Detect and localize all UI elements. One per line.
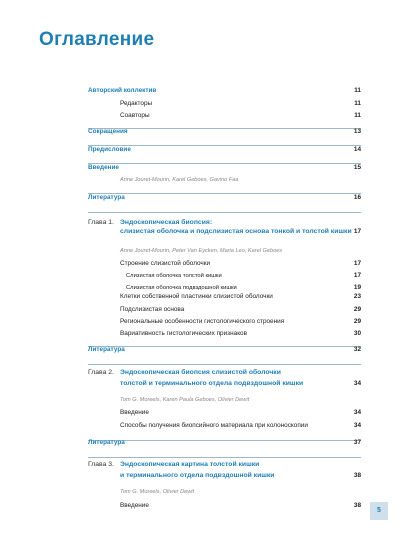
toc-entry-title: Anne Jouret-Mourin, Karel Geboes, Gavino Faa [120,177,239,183]
toc-entry-title: Сокращения [88,128,128,135]
toc-entry-page: 34 [353,380,361,387]
toc-entry-title: Соавторы [120,112,150,119]
toc-entry[interactable] [0,291,400,303]
page-number-badge: 5 [370,502,388,520]
toc-entry-page: 34 [353,409,361,416]
toc-entry-title: Слизистая оболочка толстой кишки [126,273,222,279]
toc-entry[interactable] [0,486,400,498]
toc-entry-title: Редакторы [120,100,153,107]
toc-entry-title: Предисловие [88,146,131,153]
chapter-label: Глава 3. [88,461,114,468]
toc-entry[interactable] [0,470,400,482]
toc-entry-page: 23 [353,293,361,300]
toc-entry-title: толстой и терминального отдела подвздошной кишки [120,380,304,387]
toc-entry[interactable] [0,110,400,122]
toc-entry-title: Способы получения биопсийного материала при колоноскопии [120,422,308,429]
toc-entry-title: Tom G. Moreels, Karen Paula Geboes, Olivier Dewit [120,397,250,403]
toc-entry[interactable] [0,378,400,390]
toc-entry-page: 38 [353,502,361,509]
toc-entry-page: 38 [353,472,361,479]
toc-entry-title: Tom G. Moreels, Olivier Dewit [120,489,195,495]
toc-entry[interactable] [0,144,400,156]
toc-entry-page: 15 [353,164,361,171]
toc-entry-title: Подслизистая основа [120,306,185,313]
toc-entry[interactable] [0,316,400,328]
toc-separator [88,364,361,365]
toc-entry[interactable] [0,98,400,110]
toc-entry-title: Эндоскопическая биопсия: [120,219,213,226]
toc-entry-title: Строение слизистой оболочки [120,260,211,267]
toc-entry-page: 34 [353,422,361,429]
toc-entry[interactable] [0,328,400,340]
chapter-label: Глава 2. [88,369,114,376]
toc-entry[interactable] [0,270,400,282]
toc-entry-page: 17 [353,228,361,235]
toc-entry-page: 16 [353,194,361,201]
toc-entry[interactable] [0,420,400,432]
toc-entry-page: 17 [353,272,361,279]
toc-entry-page: 11 [354,112,361,119]
toc-entry-title: Эндоскопическая биопсия слизистой оболочки [120,369,281,376]
toc-entry-page: 29 [353,306,361,313]
toc-entry[interactable] [0,245,400,257]
toc-entry[interactable] [0,162,400,174]
toc-entry-title: Литература [88,439,125,446]
toc-entry[interactable] [0,344,400,356]
toc-entry[interactable] [0,192,400,204]
toc-entry-page: 37 [353,439,361,446]
toc-entry-title: Эндоскопическая картина толстой кишки [120,461,260,468]
toc-separator [88,212,361,213]
toc-entry-title: Слизистая оболочка подвздошной кишки [126,285,237,291]
toc-entry[interactable] [0,258,400,270]
toc-separator [88,457,361,458]
toc-entry-title: Клетки собственной пластинки слизистой оболочки [120,293,273,300]
toc-entry-page: 29 [353,318,361,325]
toc-entry-title: Введение [120,409,149,416]
toc-entry-title: и терминального отдела подвздошной кишки [120,472,275,479]
toc-entry[interactable] [0,394,400,406]
toc-entry[interactable] [0,226,400,238]
toc-entry-page: 11 [354,100,361,107]
page-title: Оглавление [39,29,155,50]
toc-entry-title: Введение [120,502,149,509]
toc-entry[interactable] [0,437,400,449]
toc-entry[interactable] [0,500,400,512]
toc-entry[interactable] [0,126,400,138]
toc-entry-title: Авторский коллектив [88,87,157,94]
toc-entry-page: 19 [353,284,361,291]
toc-entry-page: 11 [354,87,361,94]
toc-entry[interactable] [0,304,400,316]
toc-entry-page: 17 [353,260,361,267]
toc-entry-page: 32 [353,346,361,353]
toc-entry-page: 13 [353,128,361,135]
toc-entry-title: Литература [88,194,125,201]
toc-entry-title: Введение [88,164,119,171]
toc-entry-title: Региональные особенности гистологического строения [120,318,285,325]
toc-entry[interactable] [0,407,400,419]
toc-entry[interactable] [0,85,400,97]
toc-entry-title: Anne Jouret-Mourin, Peter Van Eycken, Maria Leo, Karel Geboes [120,248,283,254]
toc-entry-page: 14 [353,146,361,153]
toc-entry-title: слизистая оболочка и подслизистая основа тонкой и толстой кишки [120,228,352,235]
toc-entry-title: Литература [88,346,125,353]
toc-entry[interactable] [0,174,400,186]
toc-entry-page: 30 [353,330,361,337]
chapter-label: Глава 1. [88,219,114,226]
toc-entry-title: Вариативность гистологических признаков [120,330,248,337]
